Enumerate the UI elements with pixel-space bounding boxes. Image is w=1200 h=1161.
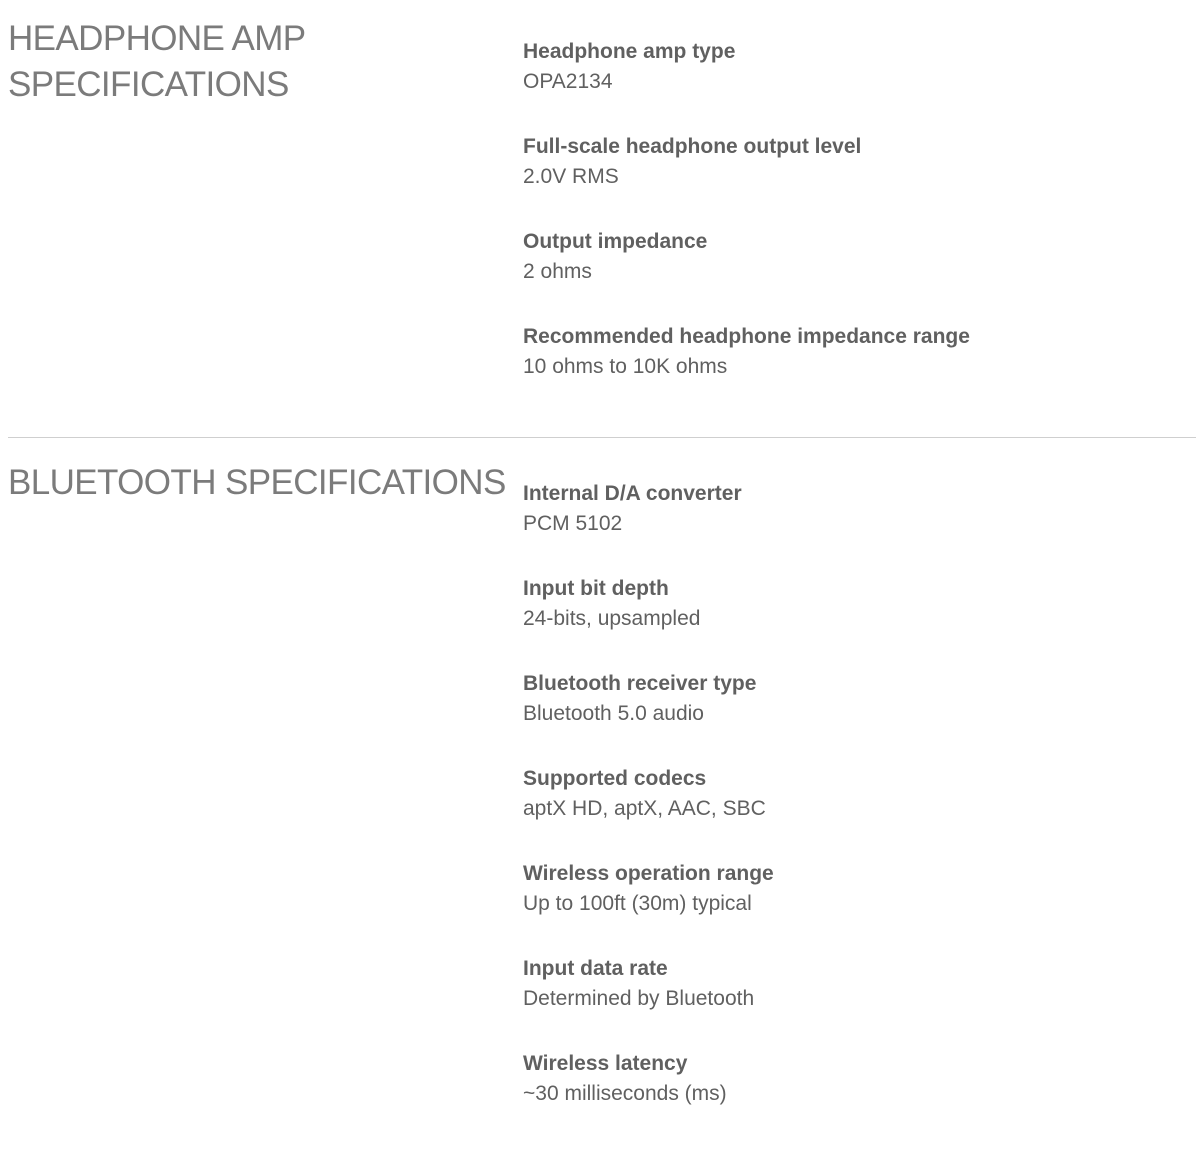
spec-list bbox=[523, 37, 970, 417]
spec-value: 10 ohms to 10K ohms bbox=[523, 355, 728, 378]
spec-item bbox=[523, 669, 774, 764]
spec-label: Bluetooth receiver type bbox=[523, 672, 757, 695]
spec-value: Up to 100ft (30m) typical bbox=[523, 892, 752, 915]
spec-value: aptX HD, aptX, AAC, SBC bbox=[523, 797, 766, 820]
spec-label: Supported codecs bbox=[523, 767, 707, 790]
section-title bbox=[8, 460, 506, 506]
spec-label: Headphone amp type bbox=[523, 40, 736, 63]
spec-label: Recommended headphone impedance range bbox=[523, 325, 970, 348]
spec-item bbox=[523, 954, 774, 1049]
spec-value: 24-bits, upsampled bbox=[523, 607, 701, 630]
spec-label: Internal D/A converter bbox=[523, 482, 742, 505]
spec-value: Determined by Bluetooth bbox=[523, 987, 755, 1010]
bluetooth-specifications-section bbox=[8, 438, 1196, 1161]
section-title-line: SPECIFICATIONS bbox=[8, 65, 289, 104]
spec-item bbox=[523, 859, 774, 954]
spec-item bbox=[523, 1049, 774, 1144]
spec-value: 2 ohms bbox=[523, 260, 592, 283]
spec-item bbox=[523, 37, 970, 132]
section-title bbox=[8, 16, 428, 108]
spec-value: ~30 milliseconds (ms) bbox=[523, 1082, 727, 1105]
spec-value: 2.0V RMS bbox=[523, 165, 619, 188]
spec-item bbox=[523, 132, 970, 227]
spec-item bbox=[523, 227, 970, 322]
spec-item bbox=[523, 764, 774, 859]
spec-label: Full-scale headphone output level bbox=[523, 135, 862, 158]
section-title-line: HEADPHONE AMP bbox=[8, 19, 306, 58]
spec-value: OPA2134 bbox=[523, 70, 613, 93]
section-title-line: BLUETOOTH SPECIFICATIONS bbox=[8, 463, 506, 502]
spec-list bbox=[523, 479, 774, 1144]
spec-item bbox=[523, 479, 774, 574]
headphone-amp-specifications-section bbox=[8, 0, 1196, 437]
spec-label: Wireless operation range bbox=[523, 862, 774, 885]
spec-label: Input data rate bbox=[523, 957, 668, 980]
spec-item bbox=[523, 322, 970, 417]
spec-label: Output impedance bbox=[523, 230, 708, 253]
spec-item bbox=[523, 574, 774, 669]
spec-label: Wireless latency bbox=[523, 1052, 688, 1075]
spec-label: Input bit depth bbox=[523, 577, 669, 600]
spec-value: PCM 5102 bbox=[523, 512, 623, 535]
spec-value: Bluetooth 5.0 audio bbox=[523, 702, 704, 725]
